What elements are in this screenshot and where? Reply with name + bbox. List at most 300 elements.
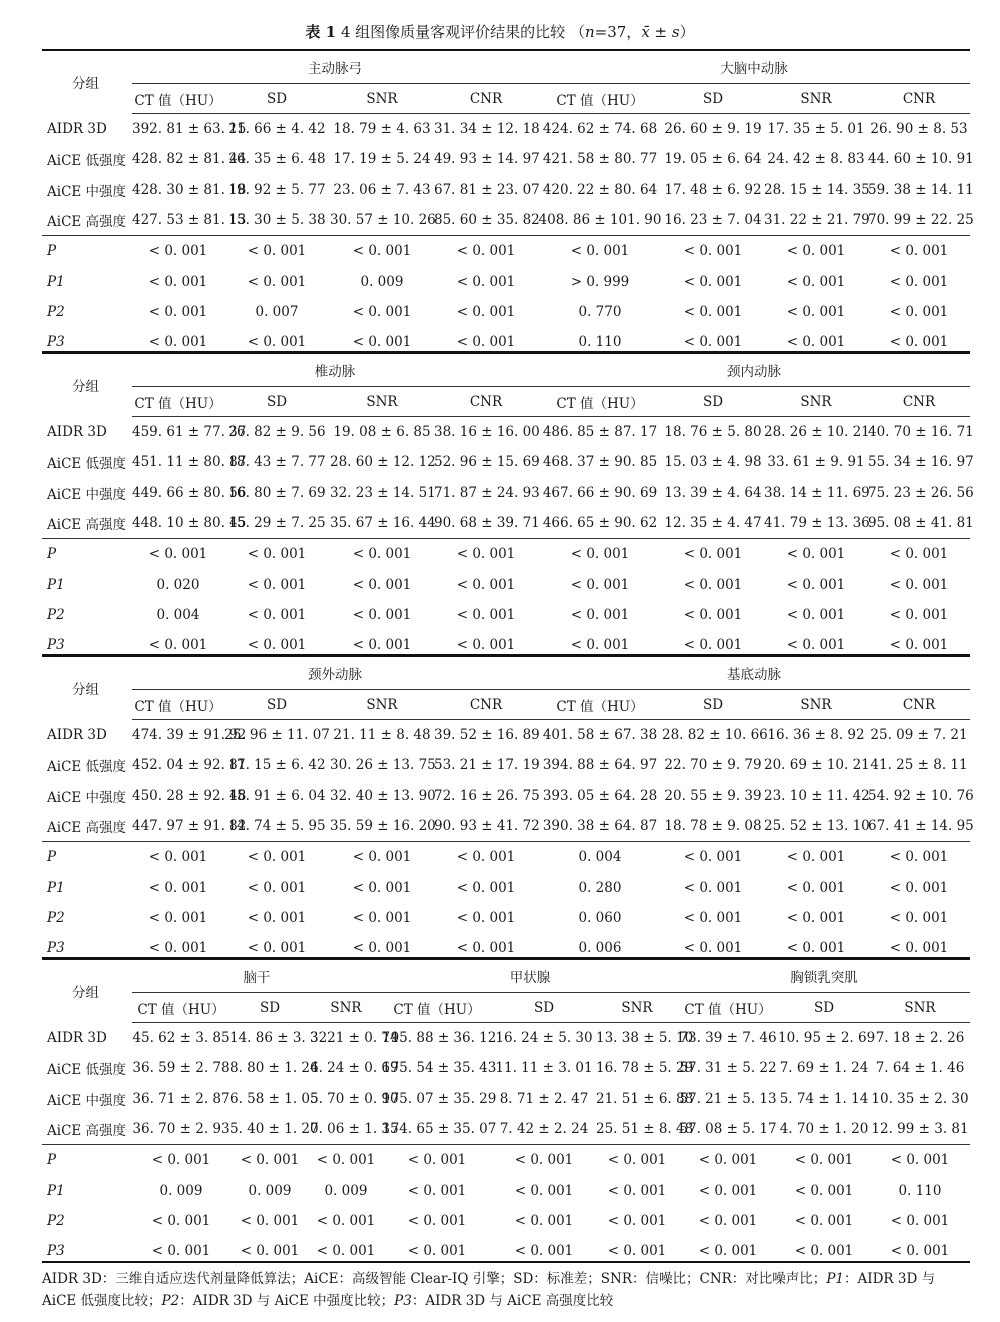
metric-header: SD <box>492 993 596 1023</box>
table-cell: 71. 87 ± 24. 93 <box>434 484 540 501</box>
table-cell: 392. 81 ± 63. 15 <box>132 121 247 138</box>
metric-header: CNR <box>434 84 538 114</box>
table-cell: 59. 38 ± 14. 11 <box>868 181 974 198</box>
p-value-cell: < 0. 001 <box>456 637 516 654</box>
p-value-cell: < 0. 001 <box>786 273 846 290</box>
p-value-cell: < 0. 001 <box>352 546 412 563</box>
table-cell: 7. 42 ± 2. 24 <box>492 1114 596 1145</box>
p-value-cell: < 0. 001 <box>352 909 412 926</box>
table-cell: 451. 11 ± 80. 87 <box>132 454 247 471</box>
table-cell: 7. 18 ± 2. 26 <box>875 1030 965 1047</box>
table-block-1 <box>42 51 974 357</box>
table-block-4 <box>42 960 970 1266</box>
p-value-row <box>42 842 970 873</box>
p-value-cell: < 0. 001 <box>456 849 516 866</box>
table-cell: 57. 08 ± 5. 17 <box>678 1114 778 1145</box>
table-cell: 12. 99 ± 3. 81 <box>870 1114 970 1145</box>
table-cell: 15. 29 ± 7. 25 <box>224 508 330 539</box>
p-value-cell: < 0. 001 <box>683 576 743 593</box>
row-label: AiCE 低强度 <box>47 1062 127 1079</box>
table-cell: 174. 65 ± 35. 07 <box>382 1114 492 1145</box>
metric-header: CT 值（HU） <box>538 690 662 720</box>
row-label: AiCE 低强度 <box>47 456 127 473</box>
metric-header: SD <box>224 387 330 417</box>
p-value-cell: < 0. 001 <box>456 879 516 896</box>
row-label: AIDR 3D <box>47 1029 107 1046</box>
p-value-cell: < 0. 001 <box>352 940 412 957</box>
table-cell: 390. 38 ± 64. 87 <box>538 811 662 842</box>
p-value-label: P <box>47 243 57 260</box>
p-value-row <box>42 297 970 327</box>
table-rule <box>42 655 970 657</box>
p-value-cell: 0. 007 <box>255 303 299 320</box>
table-caption <box>0 22 1000 42</box>
p-value-cell: 0. 280 <box>578 879 622 896</box>
p-value-cell: < 0. 001 <box>683 303 743 320</box>
footnote-p1-symbol: P1 <box>826 1271 844 1287</box>
row-label: AiCE 低强度 <box>47 759 127 776</box>
p-value-label: P <box>47 1152 57 1169</box>
group-column-header: 分组 <box>72 985 99 1002</box>
p-value-row <box>42 1206 970 1236</box>
table-cell: 175. 54 ± 35. 43 <box>382 1060 497 1077</box>
table-cell: 14. 74 ± 5. 95 <box>224 811 330 842</box>
metric-header: SD <box>662 84 764 114</box>
p-value-cell: < 0. 001 <box>456 576 516 593</box>
table-cell: 31. 34 ± 12. 18 <box>434 121 540 138</box>
table-cell: 30. 57 ± 10. 26 <box>330 205 434 236</box>
p-value-cell: < 0. 001 <box>151 1243 211 1260</box>
table-cell: 55. 34 ± 16. 97 <box>868 454 974 471</box>
p-value-cell: < 0. 001 <box>151 1152 211 1169</box>
p-value-cell: < 0. 001 <box>352 243 412 260</box>
row-label: AiCE 高强度 <box>42 811 132 842</box>
p-value-cell: < 0. 001 <box>148 637 208 654</box>
table-row <box>42 447 970 477</box>
table-row <box>42 144 970 174</box>
stats-open: （ <box>569 23 585 41</box>
p-value-cell: < 0. 001 <box>889 334 949 351</box>
table-row <box>42 508 970 539</box>
table-cell: 7. 64 ± 1. 46 <box>875 1060 965 1077</box>
row-label: AIDR 3D <box>47 120 107 137</box>
p-value-cell: 0. 009 <box>248 1182 292 1199</box>
table-cell: 17. 35 ± 5. 01 <box>767 121 865 138</box>
p-value-cell: < 0. 001 <box>786 334 846 351</box>
metric-header: SNR <box>330 387 434 417</box>
table-cell: 53. 21 ± 17. 19 <box>434 757 540 774</box>
table-row <box>42 1114 970 1145</box>
p-value-cell: < 0. 001 <box>794 1212 854 1229</box>
metric-header: CNR <box>434 387 538 417</box>
table-cell: 36. 70 ± 2. 93 <box>132 1114 230 1145</box>
table-cell: 52. 96 ± 15. 69 <box>434 454 540 471</box>
p-value-cell: < 0. 001 <box>889 909 949 926</box>
p-value-cell: > 0. 999 <box>570 273 630 290</box>
table-rule <box>42 352 970 354</box>
table-cell: 467. 66 ± 90. 69 <box>542 484 658 501</box>
table-cell: 28. 26 ± 10. 21 <box>764 424 870 441</box>
table-cell: 424. 62 ± 74. 68 <box>542 121 658 138</box>
p-value-cell: < 0. 001 <box>786 546 846 563</box>
p-value-cell: < 0. 001 <box>352 849 412 866</box>
p-value-label: P2 <box>47 303 65 320</box>
table-cell: 5. 40 ± 1. 20 <box>230 1114 310 1145</box>
table-cell: 36. 59 ± 2. 78 <box>132 1060 230 1077</box>
table-cell: 8. 80 ± 1. 26 <box>230 1060 319 1077</box>
table-cell: 32. 40 ± 13. 90 <box>330 787 436 804</box>
p-value-cell: < 0. 001 <box>316 1243 376 1260</box>
table-cell: 41. 79 ± 13. 36 <box>764 508 868 539</box>
p-value-cell: < 0. 001 <box>352 879 412 896</box>
p-value-cell: < 0. 001 <box>889 546 949 563</box>
table-cell: 23. 10 ± 11. 42 <box>764 787 870 804</box>
p-value-cell: < 0. 001 <box>151 1212 211 1229</box>
table-row <box>42 205 970 236</box>
table-cell: 21. 66 ± 4. 42 <box>228 121 326 138</box>
table-row <box>42 175 970 205</box>
p-value-cell: < 0. 001 <box>456 334 516 351</box>
table-cell: 54. 92 ± 10. 76 <box>868 787 974 804</box>
p-value-cell: < 0. 001 <box>148 909 208 926</box>
p-value-cell: < 0. 001 <box>794 1243 854 1260</box>
p-value-cell: < 0. 001 <box>407 1212 467 1229</box>
p-value-cell: 0. 006 <box>578 940 622 957</box>
table-cell: 18. 78 ± 9. 08 <box>662 811 764 842</box>
p-value-cell: < 0. 001 <box>570 243 630 260</box>
p-value-cell: < 0. 001 <box>247 940 307 957</box>
table-row <box>42 417 970 448</box>
p-value-cell: < 0. 001 <box>407 1182 467 1199</box>
p-value-label: P2 <box>47 606 65 623</box>
table-row <box>42 720 970 751</box>
table-cell: 449. 66 ± 80. 56 <box>132 484 247 501</box>
p-value-cell: < 0. 001 <box>148 273 208 290</box>
p-value-cell: < 0. 001 <box>456 273 516 290</box>
p-value-cell: < 0. 001 <box>786 303 846 320</box>
p-value-cell: < 0. 001 <box>514 1152 574 1169</box>
p-value-row <box>42 1145 970 1176</box>
row-label: AiCE 中强度 <box>47 183 127 200</box>
p-value-cell: < 0. 001 <box>890 1212 950 1229</box>
table-cell: 6. 58 ± 1. 05 <box>230 1090 319 1107</box>
metric-header: CT 值（HU） <box>678 993 778 1023</box>
p-value-cell: < 0. 001 <box>889 879 949 896</box>
p-value-cell: < 0. 001 <box>889 849 949 866</box>
metric-header: SNR <box>596 993 678 1023</box>
table-cell: 420. 22 ± 80. 64 <box>542 181 658 198</box>
p-value-cell: 0. 060 <box>578 909 622 926</box>
table-cell: 10. 35 ± 2. 30 <box>871 1090 969 1107</box>
table-cell: 16. 23 ± 7. 04 <box>662 205 764 236</box>
p-value-cell: < 0. 001 <box>607 1243 667 1260</box>
p-value-cell: < 0. 001 <box>514 1182 574 1199</box>
p-value-cell: 0. 770 <box>578 303 622 320</box>
table-row <box>42 811 970 842</box>
p-value-cell: < 0. 001 <box>683 940 743 957</box>
p-value-cell: < 0. 001 <box>890 1152 950 1169</box>
p-value-cell: < 0. 001 <box>570 576 630 593</box>
p-value-cell: < 0. 001 <box>247 576 307 593</box>
metric-header: SNR <box>330 690 434 720</box>
p-value-cell: < 0. 001 <box>786 940 846 957</box>
p-value-cell: < 0. 001 <box>889 637 949 654</box>
table-cell: 38. 14 ± 11. 69 <box>764 484 870 501</box>
table-cell: 452. 04 ± 92. 81 <box>132 757 247 774</box>
p-value-cell: < 0. 001 <box>786 243 846 260</box>
p-value-row <box>42 569 970 599</box>
p-value-cell: < 0. 001 <box>794 1182 854 1199</box>
table-cell: 23. 06 ± 7. 43 <box>333 181 431 198</box>
metric-header: CT 值（HU） <box>538 84 662 114</box>
p-value-cell: < 0. 001 <box>148 940 208 957</box>
table-cell: 19. 92 ± 5. 77 <box>228 181 326 198</box>
table-cell: 57. 31 ± 5. 22 <box>679 1060 777 1077</box>
table-cell: 25. 96 ± 11. 07 <box>224 727 330 744</box>
p-value-cell: < 0. 001 <box>247 879 307 896</box>
table-cell: 38. 16 ± 16. 00 <box>434 424 540 441</box>
p-value-cell: < 0. 001 <box>786 606 846 623</box>
table-cell: 10. 95 ± 2. 69 <box>778 1030 876 1047</box>
p-value-cell: < 0. 001 <box>698 1182 758 1199</box>
p-value-row <box>42 236 970 267</box>
table-cell: 7. 69 ± 1. 24 <box>779 1060 869 1077</box>
table-cell: 7. 06 ± 1. 35 <box>310 1114 382 1145</box>
table-cell: 11. 11 ± 3. 01 <box>495 1060 593 1077</box>
metric-header: CNR <box>868 387 970 417</box>
table-cell: 20. 55 ± 9. 39 <box>664 787 762 804</box>
table-row <box>42 478 970 508</box>
p-value-cell: < 0. 001 <box>570 546 630 563</box>
table-row <box>42 781 970 811</box>
p-value-cell: 0. 110 <box>898 1182 942 1199</box>
metric-header: CT 值（HU） <box>132 387 224 417</box>
p-value-cell: < 0. 001 <box>698 1243 758 1260</box>
table-cell: 195. 88 ± 36. 12 <box>382 1030 497 1047</box>
table-cell: 35. 67 ± 16. 44 <box>330 508 434 539</box>
p-value-cell: < 0. 001 <box>247 273 307 290</box>
row-label: AiCE 高强度 <box>42 1114 132 1145</box>
p-value-cell: < 0. 001 <box>786 849 846 866</box>
table-cell: 32. 23 ± 14. 51 <box>330 484 436 501</box>
p-value-cell: < 0. 001 <box>247 849 307 866</box>
footnote-p2-symbol: P2 <box>161 1293 180 1309</box>
table-cell: 45. 62 ± 3. 85 <box>132 1030 230 1047</box>
p-value-cell: < 0. 001 <box>316 1152 376 1169</box>
table-cell: 49. 93 ± 14. 97 <box>434 151 540 168</box>
table-footnote <box>42 1268 972 1312</box>
table-cell: 5. 70 ± 0. 90 <box>310 1090 399 1107</box>
p-value-cell: < 0. 001 <box>514 1212 574 1229</box>
table-block-3 <box>42 657 974 963</box>
footnote-p3-text: ：AIDR 3D 与 AiCE 高强度比较 <box>411 1293 614 1309</box>
table-cell: 19. 08 ± 6. 85 <box>333 424 431 441</box>
row-label: AIDR 3D <box>47 423 107 440</box>
metric-header: SNR <box>764 387 868 417</box>
p-value-label: P2 <box>47 1212 65 1229</box>
p-value-cell: < 0. 001 <box>698 1212 758 1229</box>
metric-header: SNR <box>310 993 382 1023</box>
row-label: AiCE 高强度 <box>42 508 132 539</box>
row-label: AiCE 高强度 <box>42 205 132 236</box>
p-value-cell: < 0. 001 <box>698 1152 758 1169</box>
table-row <box>42 1084 970 1114</box>
region-header: 脑干 <box>132 960 382 993</box>
p-value-cell: < 0. 001 <box>683 637 743 654</box>
row-label: AiCE 中强度 <box>47 486 127 503</box>
table-cell: 18. 76 ± 5. 80 <box>664 424 762 441</box>
p-value-cell: < 0. 001 <box>683 606 743 623</box>
table-cell: 15. 91 ± 6. 04 <box>228 787 326 804</box>
p-value-cell: < 0. 001 <box>352 637 412 654</box>
p-value-cell: 0. 004 <box>578 849 622 866</box>
table-cell: 17. 48 ± 6. 92 <box>664 181 762 198</box>
p-value-label: P3 <box>47 940 65 957</box>
table-cell: 394. 88 ± 64. 97 <box>542 757 658 774</box>
p-value-cell: < 0. 001 <box>786 909 846 926</box>
p-value-cell: < 0. 001 <box>352 303 412 320</box>
p-value-cell: < 0. 001 <box>316 1212 376 1229</box>
table-rule <box>42 1261 970 1263</box>
table-cell: 95. 08 ± 41. 81 <box>868 508 970 539</box>
p-value-label: P1 <box>47 273 65 290</box>
p-value-cell: 0. 009 <box>159 1182 203 1199</box>
metric-header: SNR <box>764 84 868 114</box>
table-cell: 466. 65 ± 90. 62 <box>538 508 662 539</box>
p-value-cell: < 0. 001 <box>786 576 846 593</box>
p-value-cell: < 0. 001 <box>683 909 743 926</box>
p-value-cell: < 0. 001 <box>456 909 516 926</box>
table-cell: 39. 52 ± 16. 89 <box>434 727 540 744</box>
p-value-cell: < 0. 001 <box>352 606 412 623</box>
table-cell: 447. 97 ± 91. 82 <box>132 811 224 842</box>
p-value-cell: < 0. 001 <box>683 849 743 866</box>
p-value-cell: < 0. 001 <box>456 243 516 260</box>
table-cell: 36. 71 ± 2. 87 <box>132 1090 230 1107</box>
table-cell: 19. 05 ± 6. 64 <box>664 151 762 168</box>
table-cell: 15. 03 ± 4. 98 <box>664 454 762 471</box>
p-value-cell: < 0. 001 <box>352 576 412 593</box>
table-cell: 90. 93 ± 41. 72 <box>434 811 538 842</box>
p-value-cell: < 0. 001 <box>240 1212 300 1229</box>
table-cell: 401. 58 ± 67. 38 <box>542 727 658 744</box>
p-value-cell: < 0. 001 <box>247 909 307 926</box>
p-value-cell: < 0. 001 <box>407 1243 467 1260</box>
table-cell: 13. 39 ± 4. 64 <box>664 484 762 501</box>
table-cell: 13. 38 ± 5. 10 <box>596 1030 694 1047</box>
table-cell: 26. 82 ± 9. 56 <box>228 424 326 441</box>
table-cell: 22. 70 ± 9. 79 <box>664 757 762 774</box>
table-cell: 24. 42 ± 8. 83 <box>767 151 865 168</box>
table-cell: 75. 23 ± 26. 56 <box>868 484 974 501</box>
p-value-cell: < 0. 001 <box>352 334 412 351</box>
region-header: 大脑中动脉 <box>538 51 970 84</box>
p-value-cell: < 0. 001 <box>683 546 743 563</box>
p-value-cell: < 0. 001 <box>786 879 846 896</box>
metric-header: CNR <box>434 690 538 720</box>
table-rule <box>42 957 970 958</box>
p-value-label: P3 <box>47 1243 65 1260</box>
p-value-cell: < 0. 001 <box>240 1152 300 1169</box>
p-value-cell: < 0. 001 <box>889 273 949 290</box>
table-rule <box>42 49 970 51</box>
p-value-cell: < 0. 001 <box>786 637 846 654</box>
table-cell: 459. 61 ± 77. 37 <box>132 424 247 441</box>
table-cell: 16. 24 ± 5. 30 <box>495 1030 593 1047</box>
p-value-cell: < 0. 001 <box>407 1152 467 1169</box>
p-value-cell: < 0. 001 <box>683 334 743 351</box>
table-cell: 4. 24 ± 0. 69 <box>310 1060 399 1077</box>
table-cell: 33. 61 ± 9. 91 <box>767 454 865 471</box>
footnote-p1-text: ：AIDR 3D 与 AiCE 低强度比较； <box>42 1271 936 1309</box>
table-cell: 21. 11 ± 8. 48 <box>333 727 431 744</box>
p-value-cell: < 0. 001 <box>456 546 516 563</box>
table-cell: 26. 35 ± 6. 48 <box>228 151 326 168</box>
p-value-cell: < 0. 001 <box>247 606 307 623</box>
table-cell: 26. 90 ± 8. 53 <box>870 121 968 138</box>
region-header: 甲状腺 <box>382 960 678 993</box>
table-cell: 474. 39 ± 91. 92 <box>132 727 247 744</box>
table-row <box>42 114 970 145</box>
table-title: 4 组图像质量客观评价结果的比较 <box>340 23 566 41</box>
metric-header: SD <box>778 993 870 1023</box>
metric-header: SD <box>224 690 330 720</box>
table-cell: 16. 80 ± 7. 69 <box>228 484 326 501</box>
region-header: 椎动脉 <box>132 354 538 387</box>
p-value-cell: < 0. 001 <box>148 303 208 320</box>
p-value-cell: < 0. 001 <box>889 940 949 957</box>
p-value-cell: < 0. 001 <box>456 303 516 320</box>
table-cell: 448. 10 ± 80. 45 <box>132 508 224 539</box>
sample-size-value: =37， <box>594 23 642 41</box>
table-rule <box>42 351 970 352</box>
table-cell: 30. 26 ± 13. 75 <box>330 757 436 774</box>
row-label: AIDR 3D <box>47 726 107 743</box>
table-cell: 450. 28 ± 92. 48 <box>132 787 247 804</box>
table-cell: 21. 51 ± 6. 88 <box>596 1090 694 1107</box>
p-value-cell: < 0. 001 <box>683 879 743 896</box>
table-cell: 28. 60 ± 12. 12 <box>330 454 436 471</box>
p-value-cell: < 0. 001 <box>607 1152 667 1169</box>
p-value-row <box>42 539 970 570</box>
p-value-cell: < 0. 001 <box>570 637 630 654</box>
table-number: 表 1 <box>305 23 337 41</box>
p-value-cell: 0. 020 <box>156 576 200 593</box>
table-cell: 31. 22 ± 21. 79 <box>764 205 868 236</box>
row-label: AiCE 中强度 <box>47 1092 127 1109</box>
group-column-header: 分组 <box>72 682 99 699</box>
p-value-cell: < 0. 001 <box>607 1212 667 1229</box>
mean-sd-symbol: x̄ ± s <box>641 23 680 41</box>
p-value-cell: < 0. 001 <box>683 273 743 290</box>
region-header: 基底动脉 <box>538 657 970 690</box>
metric-header: CT 值（HU） <box>382 993 492 1023</box>
table-cell: 18. 43 ± 7. 77 <box>228 454 326 471</box>
table-cell: 5. 74 ± 1. 14 <box>779 1090 869 1107</box>
p-value-cell: < 0. 001 <box>148 334 208 351</box>
table-cell: 25. 51 ± 8. 48 <box>596 1114 678 1145</box>
table-cell: 17. 15 ± 6. 42 <box>228 757 326 774</box>
footnote-abbrev: AIDR 3D：三维自适应迭代剂量降低算法；AiCE：高级智能 Clear-IQ 引擎；SD：标准差；SNR：信噪比；CNR：对比噪声比； <box>42 1271 827 1287</box>
table-cell: 428. 82 ± 81. 44 <box>132 151 247 168</box>
group-column-header: 分组 <box>72 379 99 396</box>
p-value-cell: < 0. 001 <box>683 243 743 260</box>
table-cell: 16. 36 ± 8. 92 <box>767 727 865 744</box>
table-cell: 427. 53 ± 81. 13 <box>132 205 224 236</box>
p-value-cell: 0. 009 <box>360 273 404 290</box>
p-value-cell: < 0. 001 <box>514 1243 574 1260</box>
region-header: 胸锁乳突肌 <box>678 960 970 993</box>
